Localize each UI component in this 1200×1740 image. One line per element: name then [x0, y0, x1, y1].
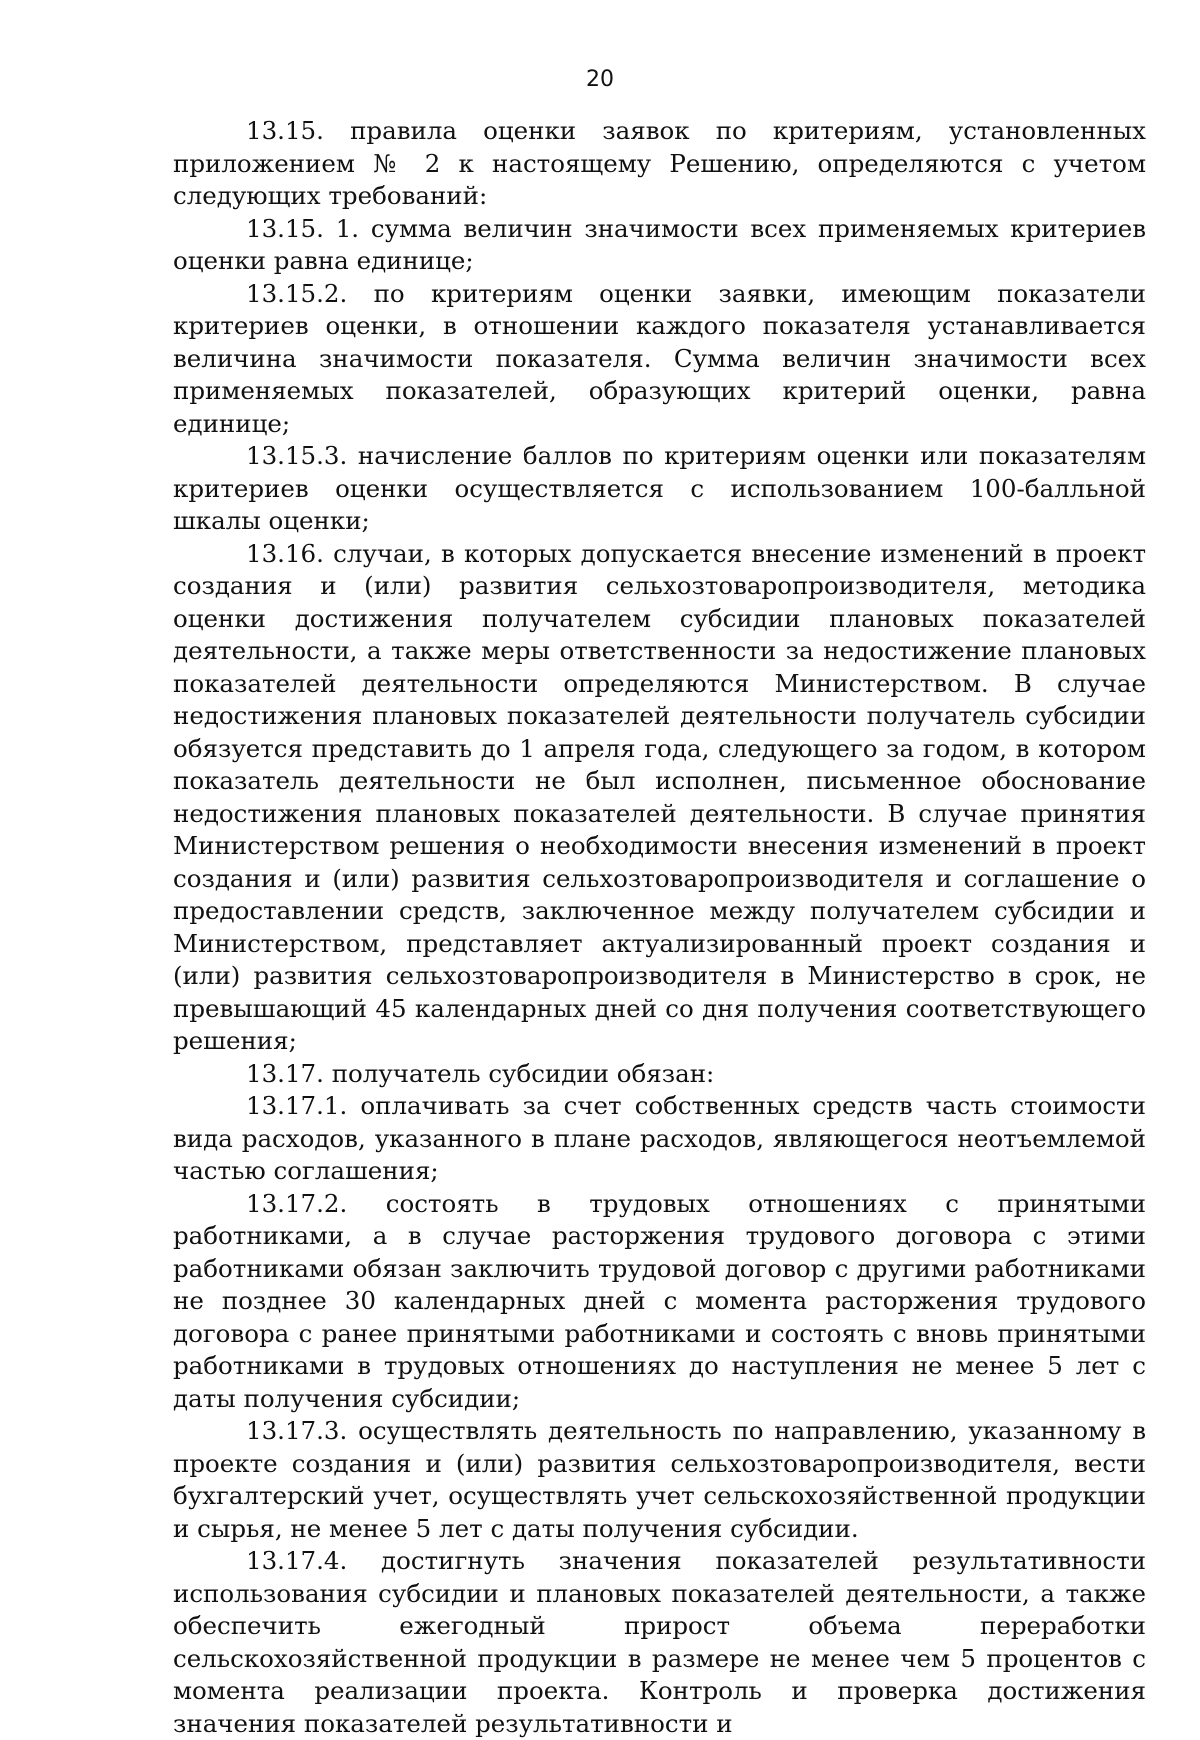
document-body — [173, 115, 1146, 1740]
paragraph-13-17: 13.17. получатель субсидии обязан: — [246, 1058, 715, 1088]
paragraph-13-17-1: 13.17.1. оплачивать за счет собственных средств часть стоимости вида расходов, указанного в плане расходов, являющегося неотъемлемой частью соглашения; — [173, 1091, 1146, 1185]
page-number: 20 — [586, 67, 614, 92]
paragraph-13-16: 13.16. случаи, в которых допускается внесение изменений в проект создания и (или) развития сельхозтоваропроизводителя, методика оценки достижения получателем субсидии плановых показателей деятельности, а также меры ответственности за недостижение плановых показателей деятельности определяются Министерством. В случае недостижения плановых показателей деятельности получатель субсидии обязуется представить до 1 апреля года, следующего за годом, в котором показатель деятельности не был исполнен, письменное обоснование недостижения плановых показателей деятельности. В случае принятия Министерством решения о необходимости внесения изменений в проект создания и (или) развития сельхозтоваропроизводителя и соглашение о предоставлении средств, заключенное между получателем субсидии и Министерством, представляет актуализированный проект создания и (или) развития сельхозтоваропроизводителя в Министерство в срок, не превышающий 45 календарных дней со дня получения соответствующего решения; — [173, 538, 1146, 1055]
paragraph-13-17-4: 13.17.4. достигнуть значения показателей результативности использования субсидии и плановых показателей деятельности, а также обеспечить ежегодный прирост объема переработки сельскохозяйственной продукции в размере не менее чем 5 процентов с момента реализации проекта. Контроль и проверка достижения значения показателей результативности и — [173, 1546, 1146, 1738]
paragraph-13-15: 13.15. правила оценки заявок по критериям, установленных приложением № 2 к настоящему Решению, определяются с учетом следующих требований: — [173, 116, 1146, 210]
paragraph-13-17-2: 13.17.2. состоять в трудовых отношениях с принятыми работниками, а в случае расторжения трудового договора с этими работниками обязан заключить трудовой договор с другими работниками не позднее 30 календарных дней с момента расторжения трудового договора с ранее принятыми работниками и состоять с вновь принятыми работниками в трудовых отношениях до наступления не менее 5 лет с даты получения субсидии; — [173, 1188, 1146, 1413]
paragraph-13-15-3: 13.15.3. начисление баллов по критериям оценки или показателям критериев оценки осуществляется с использованием 100-балльной шкалы оценки; — [173, 441, 1146, 535]
paragraph-13-15-2: 13.15.2. по критериям оценки заявки, имеющим показатели критериев оценки, в отношении каждого показателя устанавливается величина значимости показателя. Сумма величин значимости всех применяемых показателей, образующих критерий оценки, равна единице; — [173, 278, 1146, 438]
paragraph-13-15-1: 13.15. 1. сумма величин значимости всех применяемых критериев оценки равна единице; — [173, 213, 1146, 275]
paragraph-13-17-3: 13.17.3. осуществлять деятельность по направлению, указанному в проекте создания и (или) развития сельхозтоваропроизводителя, вести бухгалтерский учет, осуществлять учет сельскохозяйственной продукции и сырья, не менее 5 лет с даты получения субсидии. — [173, 1416, 1146, 1543]
